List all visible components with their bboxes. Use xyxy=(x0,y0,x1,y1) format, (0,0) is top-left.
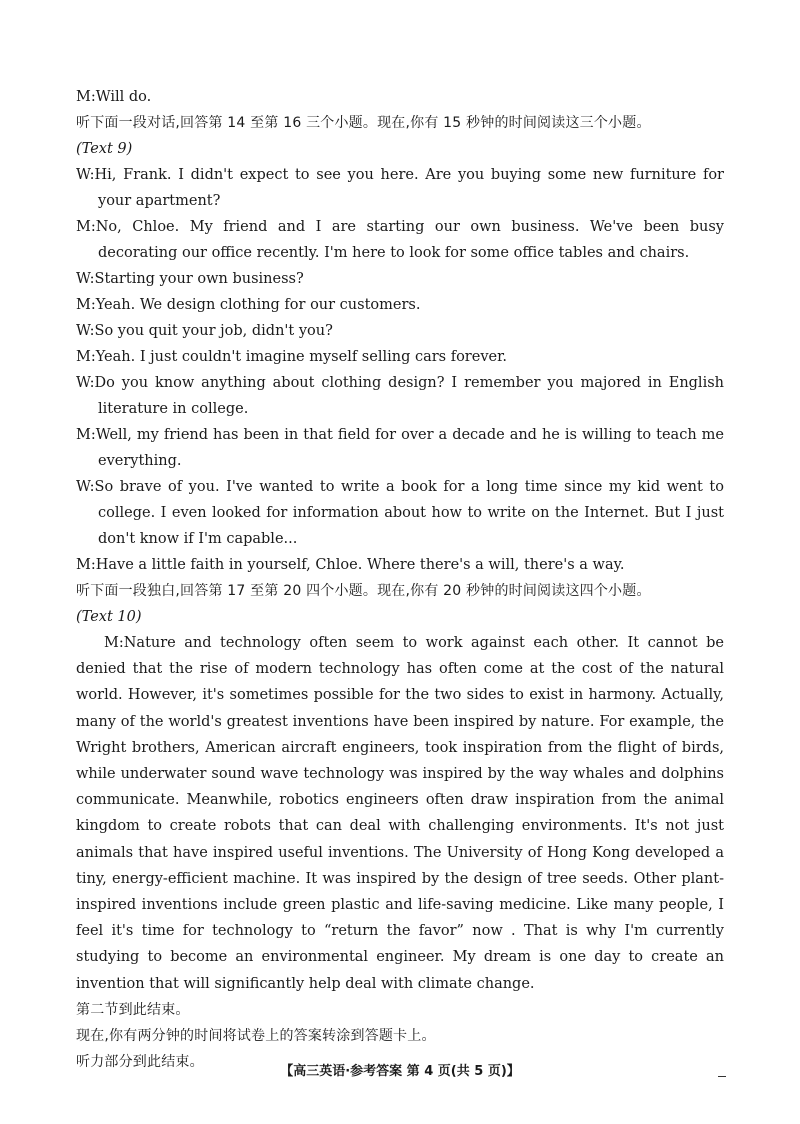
instruction-text10: 听下面一段独白,回答第 17 至第 20 四个小题。现在,你有 20 秒钟的时间阅读这四个小题。 xyxy=(76,583,651,599)
dialogue-line: W:So brave of you. I've wanted to write a book for a long time since my kid went to college. I even looked for information about how to write on the Internet. But I just don't know if I'm capable... xyxy=(76,479,724,547)
listening-end: 听力部分到此结束。 xyxy=(76,1053,204,1070)
section-end: 第二节到此结束。 xyxy=(76,1001,190,1018)
dialogue-line: M:No, Chloe. My friend and I are starting our own business. We've been busy decorating our office recently. I'm here to look for some office tables and chairs. xyxy=(76,219,724,261)
dialogue-line: M:Will do. xyxy=(76,89,152,105)
page-footer: 【高三英语·参考答案 第 4 页(共 5 页)】 xyxy=(280,1064,520,1079)
dialogue-line: W:Starting your own business? xyxy=(76,271,304,287)
dialogue-line: M:Yeah. I just couldn't imagine myself selling cars forever. xyxy=(76,349,508,365)
document-page xyxy=(76,84,724,1075)
dialogue-line: W:Hi, Frank. I didn't expect to see you here. Are you buying some new furniture for your apartment? xyxy=(76,167,724,209)
label-text9: (Text 9) xyxy=(76,141,133,157)
page-mark xyxy=(718,1076,726,1077)
transfer-instruction: 现在,你有两分钟的时间将试卷上的答案转涂到答题卡上。 xyxy=(76,1027,436,1044)
instruction-text9: 听下面一段对话,回答第 14 至第 16 三个小题。现在,你有 15 秒钟的时间阅读这三个小题。 xyxy=(76,115,651,131)
dialogue-line: W:Do you know anything about clothing design? I remember you majored in English literature in college. xyxy=(76,375,724,417)
dialogue-line: M:Have a little faith in yourself, Chloe. Where there's a will, there's a way. xyxy=(76,557,625,573)
dialogue-line: M:Well, my friend has been in that field for over a decade and he is willing to teach me everything. xyxy=(76,427,724,469)
monologue-paragraph: M:Nature and technology often seem to work against each other. It cannot be denied that the rise of modern technology has often come at the cost of the natural world. However, it's sometimes possible for the two sides to exist in harmony. Actually, many of the world's greatest inventions have been inspired by nature. For example, the Wright brothers, American aircraft engineers, took inspiration from the flight of birds, while underwater sound wave technology was inspired by the way whales and dolphins communicate. Meanwhile, robotics engineers often draw inspiration from the animal kingdom to create robots that can deal with challenging environments. It's not just animals that have inspired useful inventions. The University of Hong Kong developed a tiny, energy-efficient machine. It was inspired by the design of tree seeds. Other plant-inspired inventions include green plastic and life-saving medicine. Like many people, I feel it's time for technology to “return the favor” now . That is why I'm currently studying to become an environmental engineer. My dream is one day to create an invention that will significantly help deal with climate change. xyxy=(76,635,724,992)
label-text10: (Text 10) xyxy=(76,609,142,625)
dialogue-line: W:So you quit your job, didn't you? xyxy=(76,323,333,339)
dialogue-line: M:Yeah. We design clothing for our customers. xyxy=(76,297,421,313)
